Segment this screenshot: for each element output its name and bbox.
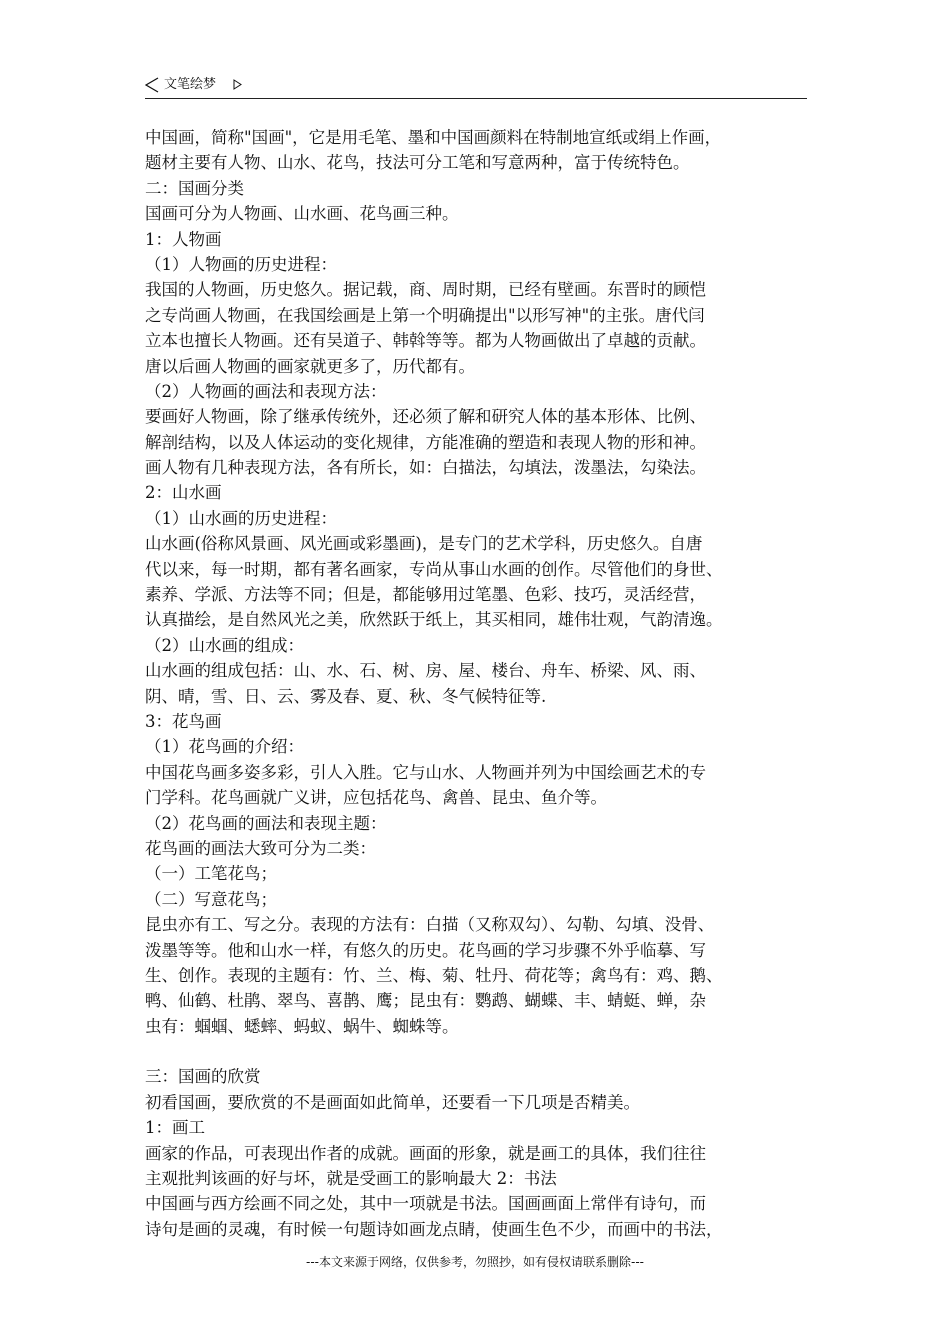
text-line: 中国画，简称"国画"，它是用毛笔、墨和中国画颜料在特制地宣纸或绢上作画， [145, 128, 722, 147]
text-line: 山水画(俗称风景画、风光画或彩墨画)，是专门的艺术学科，历史悠久。自唐 [145, 534, 703, 554]
text-line: 1：人物画 [145, 229, 222, 249]
text-line: 画人物有几种表现方法，各有所长，如：白描法，勾填法，泼墨法，勾染法。 [145, 458, 706, 478]
text-line: 虫有：蝈蝈、蟋蟀、蚂蚁、蜗牛、蜘蛛等。 [145, 1016, 459, 1036]
text-line: 三：国画的欣赏 [145, 1067, 261, 1087]
text-line: 主观批判该画的好与坏，就是受画工的影响最大 2：书法 [145, 1169, 557, 1189]
text-line: 泼墨等等。他和山水一样，有悠久的历史。花鸟画的学习步骤不外乎临摹、写 [145, 940, 706, 960]
text-line: 诗句是画的灵魂，有时候一句题诗如画龙点睛，使画生色不少，而画中的书法， [145, 1219, 723, 1239]
text-line: （2）山水画的组成： [145, 635, 304, 655]
text-line: 国画可分为人物画、山水画、花鸟画三种。 [145, 204, 459, 224]
text-line: 素养、学派、方法等不同；但是，都能够用过笔墨、色彩、技巧，灵活经营， [145, 585, 706, 605]
text-line: （一）工笔花鸟； [145, 864, 277, 884]
text-line: 画家的作品，可表现出作者的成就。画面的形象，就是画工的具体，我们往往 [145, 1143, 706, 1163]
text-line: 要画好人物画，除了继承传统外，还必须了解和研究人体的基本形体、比例、 [145, 407, 706, 427]
text-line: （二）写意花鸟； [145, 889, 277, 909]
document-body [145, 125, 815, 1242]
triangle-right-icon [233, 79, 242, 90]
text-line: 生、创作。表现的主题有：竹、兰、梅、菊、牡丹、荷花等；禽鸟有：鸡、鹅、 [145, 965, 723, 985]
triangle-left-icon [145, 77, 159, 93]
text-line: 1：画工 [145, 1118, 205, 1138]
text-line: 解剖结构，以及人体运动的变化规律，方能准确的塑造和表现人物的形和神。 [145, 432, 706, 452]
text-line: （1）人物画的历史进程： [145, 254, 337, 274]
text-line: 2：山水画 [145, 483, 222, 503]
text-line: 3：花鸟画 [145, 711, 222, 731]
text-line: 山水画的组成包括：山、水、石、树、房、屋、楼台、舟车、桥梁、风、雨、 [145, 661, 706, 681]
text-line: 之专尚画人物画，在我国绘画是上第一个明确提出"以形写神"的主张。唐代闫 [145, 305, 705, 325]
text-line: 门学科。花鸟画就广义讲，应包括花鸟、禽兽、昆虫、鱼介等。 [145, 788, 607, 808]
text-line: 认真描绘，是自然风光之美，欣然跃于纸上，其买相同，雄伟壮观，气韵清逸。 [145, 610, 723, 630]
text-line: 代以来，每一时期，都有著名画家，专尚从事山水画的创作。尽管他们的身世、 [145, 559, 723, 579]
text-line: 我国的人物画，历史悠久。据记载，商、周时期，已经有壁画。东晋时的顾恺 [145, 280, 706, 300]
text-line: （2）花鸟画的画法和表现主题： [145, 813, 387, 833]
page-header [145, 76, 807, 99]
text-line: 昆虫亦有工、写之分。表现的方法有：白描（又称双勾）、勾勒、勾填、没骨、 [145, 915, 715, 935]
text-line: （1）山水画的历史进程： [145, 508, 337, 528]
text-line [145, 1039, 815, 1064]
text-line: 中国画与西方绘画不同之处，其中一项就是书法。国画画面上常伴有诗句，而 [145, 1194, 706, 1214]
text-line: 阴、晴，雪、日、云、雾及春、夏、秋、冬气候特征等. [145, 686, 547, 706]
text-line: （2）人物画的画法和表现方法： [145, 381, 387, 401]
text-line: 二：国画分类 [145, 178, 244, 198]
text-line: 鸭、仙鹤、杜鹃、翠鸟、喜鹊、鹰；昆虫有：鹦鹉、蝴蝶、丰、蜻蜓、蝉，杂 [145, 991, 706, 1011]
text-line: 中国花鸟画多姿多彩，引人入胜。它与山水、人物画并列为中国绘画艺术的专 [145, 762, 706, 782]
text-line: 初看国画，要欣赏的不是画面如此简单，还要看一下几项是否精美。 [145, 1092, 640, 1112]
text-line: （1）花鸟画的介绍： [145, 737, 304, 757]
text-line: 题材主要有人物、山水、花鸟，技法可分工笔和写意两种，富于传统特色。 [145, 153, 690, 173]
text-line: 立本也擅长人物画。还有吴道子、韩斡等等。都为人物画做出了卓越的贡献。 [145, 331, 706, 351]
text-line: 花鸟画的画法大致可分为二类： [145, 838, 376, 858]
text-line: 唐以后画人物画的画家就更多了，历代都有。 [145, 356, 475, 376]
header-title: 文笔绘梦 [164, 77, 217, 92]
footer-disclaimer: ---本文来源于网络，仅供参考，勿照抄，如有侵权请联系删除--- [306, 1255, 644, 1269]
